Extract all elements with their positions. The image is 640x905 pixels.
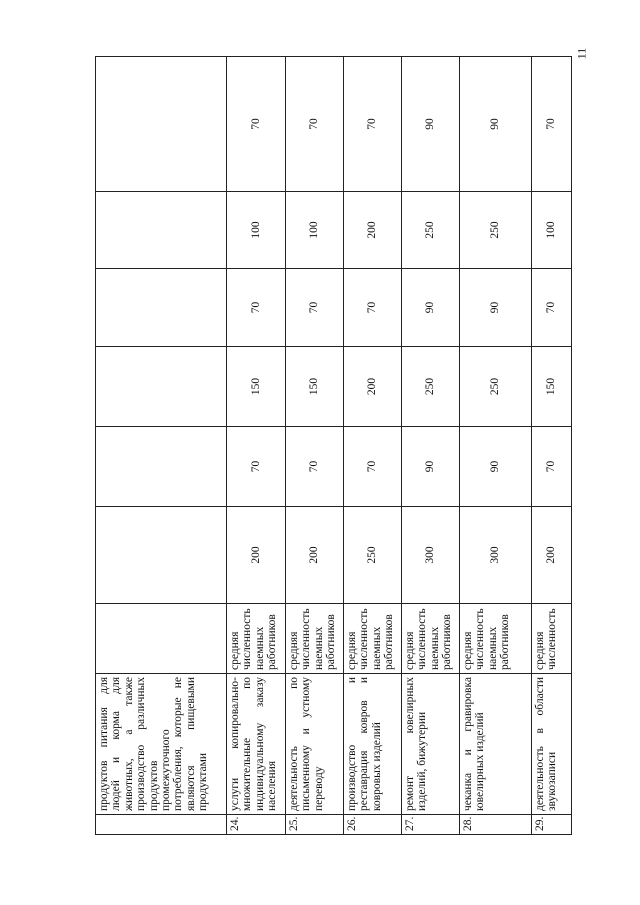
value-cell [96, 192, 227, 269]
row-number: 25. [286, 815, 344, 835]
value-cell: 200 [344, 192, 402, 269]
page-number: 11 [574, 47, 589, 60]
value-cell: 300 [402, 507, 460, 604]
activity-description: ремонт ювелирных изделий, бижутерии [402, 674, 460, 815]
value-cell: 90 [460, 427, 532, 507]
row-number: 27. [402, 815, 460, 835]
value-cell: 250 [460, 192, 532, 269]
value-cell: 100 [286, 192, 344, 269]
row-number: 28. [460, 815, 532, 835]
unit-cell: средняя численность наемных работников [227, 604, 286, 674]
value-cell: 70 [227, 57, 286, 192]
value-cell: 70 [344, 269, 402, 347]
table-row [286, 57, 344, 835]
rotated-table-wrapper [95, 57, 571, 835]
value-cell: 200 [532, 507, 572, 604]
activity-description: производство и реставрация ковров и ковровых изделий [344, 674, 402, 815]
row-number: 24. [227, 815, 286, 835]
value-cell: 90 [460, 269, 532, 347]
table-row [532, 57, 572, 835]
value-cell: 100 [227, 192, 286, 269]
value-cell [96, 57, 227, 192]
value-cell: 150 [286, 347, 344, 427]
value-cell: 150 [532, 347, 572, 427]
value-cell: 90 [402, 57, 460, 192]
value-cell: 200 [286, 507, 344, 604]
table-row [460, 57, 532, 835]
value-cell: 70 [532, 57, 572, 192]
unit-cell [96, 604, 227, 674]
value-cell: 200 [227, 507, 286, 604]
rates-table [95, 56, 572, 835]
unit-cell: средняя численность наемных работников [344, 604, 402, 674]
value-cell: 70 [286, 427, 344, 507]
value-cell: 70 [227, 427, 286, 507]
value-cell: 70 [344, 57, 402, 192]
unit-cell: средняя численность наемных работников [286, 604, 344, 674]
value-cell: 100 [532, 192, 572, 269]
value-cell: 70 [286, 57, 344, 192]
row-number: 29. [532, 815, 572, 835]
value-cell: 70 [227, 269, 286, 347]
activity-description: деятельность в области звукозаписи [532, 674, 572, 815]
activity-description: чеканка и гравировка ювелирных изделий [460, 674, 532, 815]
table-row [96, 57, 227, 835]
unit-cell: средняя численность наемных работников [402, 604, 460, 674]
table-row [344, 57, 402, 835]
value-cell: 90 [402, 269, 460, 347]
unit-cell: средняя численность наемных работников [460, 604, 532, 674]
value-cell: 250 [402, 192, 460, 269]
value-cell: 250 [460, 347, 532, 427]
activity-description: продуктов питания для людей и корма для животных, а также производство различных продуктов промежуточного потребления, которые не являются пищевыми продуктами [96, 674, 227, 815]
value-cell: 200 [344, 347, 402, 427]
value-cell: 90 [460, 57, 532, 192]
value-cell: 70 [286, 269, 344, 347]
value-cell: 150 [227, 347, 286, 427]
value-cell: 300 [460, 507, 532, 604]
value-cell [96, 269, 227, 347]
value-cell [96, 427, 227, 507]
value-cell: 70 [532, 427, 572, 507]
activity-description: услуги копировально-множительные по индивидуальному заказу населения [227, 674, 286, 815]
value-cell: 70 [532, 269, 572, 347]
unit-cell: средняя численность [532, 604, 572, 674]
row-number: 26. [344, 815, 402, 835]
value-cell: 250 [344, 507, 402, 604]
value-cell [96, 347, 227, 427]
value-cell [96, 507, 227, 604]
activity-description: деятельность по письменному и устному переводу [286, 674, 344, 815]
table-row [227, 57, 286, 835]
value-cell: 70 [344, 427, 402, 507]
table-row [402, 57, 460, 835]
row-number [96, 815, 227, 835]
value-cell: 250 [402, 347, 460, 427]
value-cell: 90 [402, 427, 460, 507]
